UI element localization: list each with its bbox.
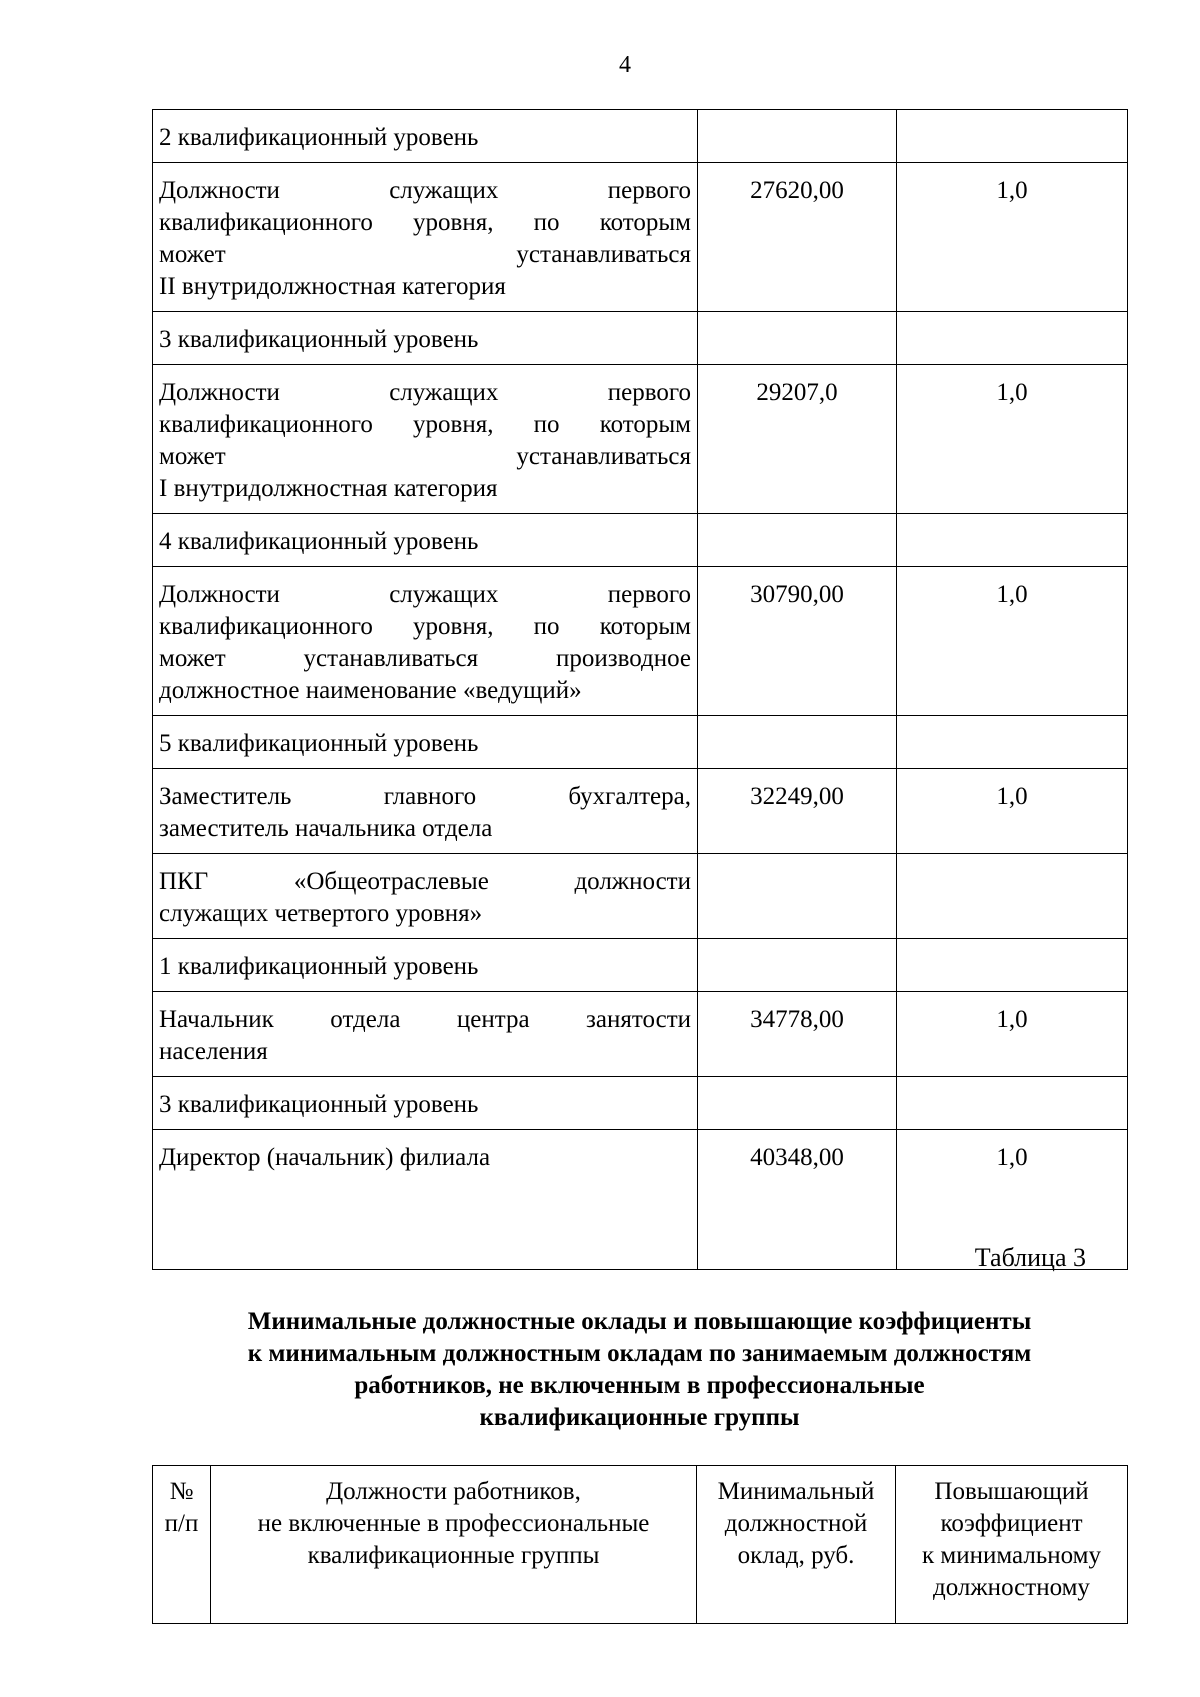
position-name-cell (153, 312, 698, 365)
position-name-cell (153, 716, 698, 769)
position-name-cell (153, 939, 698, 992)
position-name-line: может устанавливаться (159, 241, 691, 268)
position-name-cell (153, 514, 698, 567)
position-name-line: Директор (начальник) филиала (159, 1144, 491, 1171)
position-name-cell (153, 163, 698, 312)
coefficient-cell: 1,0 (897, 365, 1128, 514)
table-row (153, 716, 1128, 769)
position-name-line: Заместитель главного бухгалтера, (159, 783, 691, 810)
position-name-line: 2 квалификационный уровень (159, 124, 479, 151)
header-text: Минимальный (717, 1478, 875, 1505)
position-name-line: Должности служащих первого (159, 581, 691, 608)
coefficient-cell (897, 1077, 1128, 1130)
table-heading-line: к минимальным должностным окладам по занимаемым должностям (247, 1340, 1032, 1367)
salary-cell (698, 716, 897, 769)
coefficient-cell: 1,0 (897, 992, 1128, 1077)
table3-header-table (152, 1465, 1128, 1624)
coefficient-cell (897, 854, 1128, 939)
salary-cell: 32249,00 (698, 769, 897, 854)
header-number-cell (153, 1466, 211, 1624)
position-name-cell (153, 567, 698, 716)
position-name-line: 5 квалификационный уровень (159, 730, 479, 757)
salary-cell: 30790,00 (698, 567, 897, 716)
salary-cell: 27620,00 (698, 163, 897, 312)
coefficient-cell (897, 716, 1128, 769)
header-text: Повышающий (934, 1478, 1089, 1505)
qualification-levels-table-body (153, 110, 1128, 1270)
salary-cell: 40348,00 (698, 1130, 897, 1270)
table-row (153, 312, 1128, 365)
position-name-line: II внутридолжностная категория (159, 273, 506, 300)
table-row (153, 939, 1128, 992)
salary-cell: 29207,0 (698, 365, 897, 514)
position-name-cell (153, 992, 698, 1077)
position-name-line: 4 квалификационный уровень (159, 528, 479, 555)
position-name-line: 1 квалификационный уровень (159, 953, 479, 980)
table-heading-line: Минимальные должностные оклады и повышающие коэффициенты (247, 1308, 1032, 1335)
position-name-cell (153, 110, 698, 163)
position-name-line: может устанавливаться производное (159, 645, 691, 672)
coefficient-cell (897, 939, 1128, 992)
table-row (153, 110, 1128, 163)
header-salary-cell (697, 1466, 896, 1624)
coefficient-cell: 1,0 (897, 769, 1128, 854)
header-text: к минимальному (922, 1542, 1101, 1569)
salary-cell: 34778,00 (698, 992, 897, 1077)
header-text: п/п (164, 1510, 199, 1537)
table3-header-row (153, 1466, 1128, 1624)
table-row (153, 514, 1128, 567)
coefficient-cell (897, 110, 1128, 163)
table-heading-line: работников, не включенным в профессиональные (354, 1372, 925, 1399)
position-name-line: служащих четвертого уровня» (159, 900, 483, 927)
header-text: оклад, руб. (737, 1542, 855, 1569)
table-heading (152, 1306, 1127, 1434)
coefficient-cell (897, 514, 1128, 567)
salary-cell (698, 312, 897, 365)
position-name-cell (153, 854, 698, 939)
position-name-line: I внутридолжностная категория (159, 475, 498, 502)
table-row (153, 992, 1128, 1077)
position-name-line: квалификационного уровня, по которым (159, 411, 691, 438)
coefficient-cell: 1,0 (897, 567, 1128, 716)
position-name-line: квалификационного уровня, по которым (159, 613, 691, 640)
qualification-levels-table (152, 109, 1128, 1270)
position-name-cell (153, 1077, 698, 1130)
table-row (153, 1077, 1128, 1130)
position-name-line: заместитель начальника отдела (159, 815, 493, 842)
header-text: не включенные в профессиональные (257, 1510, 650, 1537)
position-name-line: 3 квалификационный уровень (159, 1091, 479, 1118)
header-text: должностной (724, 1510, 868, 1537)
position-name-cell (153, 365, 698, 514)
salary-cell (698, 939, 897, 992)
table-row (153, 163, 1128, 312)
position-name-line: должностное наименование «ведущий» (159, 677, 582, 704)
table-row (153, 567, 1128, 716)
coefficient-cell: 1,0 (897, 1130, 1128, 1270)
position-name-line: квалификационного уровня, по которым (159, 209, 691, 236)
table-heading-line: квалификационные группы (479, 1404, 800, 1431)
page-number: 4 (619, 52, 631, 78)
position-name-line: может устанавливаться (159, 443, 691, 470)
header-coefficient-cell (896, 1466, 1128, 1624)
position-name-line: Начальник отдела центра занятости (159, 1006, 691, 1033)
table-row (153, 854, 1128, 939)
position-name-cell (153, 769, 698, 854)
table-row (153, 365, 1128, 514)
salary-cell (698, 854, 897, 939)
header-text: должностному (933, 1574, 1090, 1601)
table-caption: Таблица 3 (974, 1243, 1086, 1272)
header-position-cell (211, 1466, 697, 1624)
header-text: квалификационные группы (307, 1542, 600, 1569)
header-text: Должности работников, (326, 1478, 581, 1505)
coefficient-cell (897, 312, 1128, 365)
header-text: коэффициент (940, 1510, 1083, 1537)
salary-cell (698, 514, 897, 567)
coefficient-cell: 1,0 (897, 163, 1128, 312)
position-name-line: Должности служащих первого (159, 379, 691, 406)
salary-cell (698, 110, 897, 163)
position-name-cell (153, 1130, 698, 1270)
table-row (153, 769, 1128, 854)
position-name-line: ПКГ «Общеотраслевые должности (159, 868, 691, 895)
header-text: № (169, 1478, 194, 1505)
position-name-line: Должности служащих первого (159, 177, 691, 204)
position-name-line: 3 квалификационный уровень (159, 326, 479, 353)
salary-cell (698, 1077, 897, 1130)
position-name-line: населения (159, 1038, 268, 1065)
